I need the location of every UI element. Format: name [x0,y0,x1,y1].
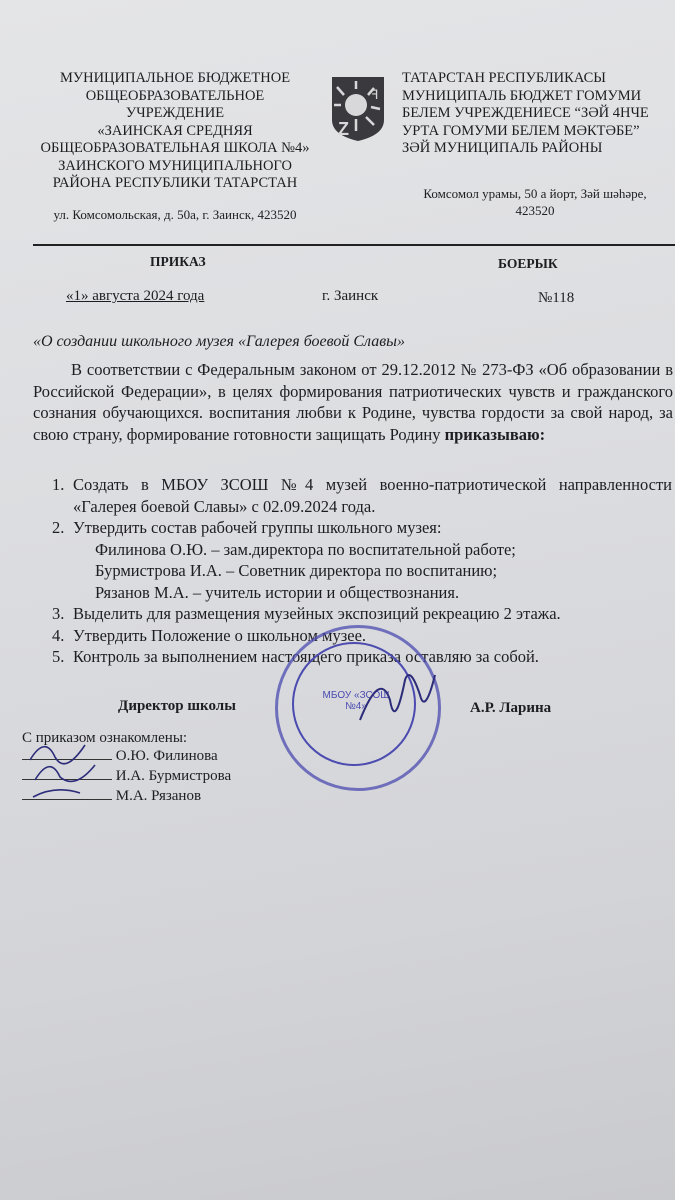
order-item: 2. Утвердить состав рабочей группы школьного музея: Филинова О.Ю. – зам.директора по воспитательной работе; Бурмистрова И.А. – Советник директора по воспитанию; Рязанов М.А. – учитель истории и обществознания. [52,517,672,603]
header-right [402,70,672,158]
header-left [40,70,310,223]
stamp-text: МБОУ «ЗСОШ №4» [322,690,390,712]
org-line-tt: БЕЛЕМ УЧРЕЖДЕНИЕСЕ “ЗӘЙ 4НЧЕ [402,105,649,121]
group-member: Рязанов М.А. – учитель истории и обществознания. [95,582,460,602]
org-line-tt: ТАТАРСТАН РЕСПУБЛИКАСЫ [402,70,606,86]
svg-text:Z: Z [338,119,349,139]
group-member: Филинова О.Ю. – зам.директора по воспитательной работе; [95,539,516,559]
preamble: В соответствии с Федеральным законом от 29.12.2012 № 273-ФЗ «Об образовании в Российской Федерации», в целях формирования патриотических чувств и гражданского сознания обучающихся. воспитания любви к Родине, чувства гордости за свой народ, за свою страну, формирование готовности защищать Родину приказываю: [33,360,673,444]
order-verb: приказываю: [444,424,546,444]
order-item: 4. Утвердить Положение о школьном музее. [52,625,367,645]
org-line: РАЙОНА РЕСПУБЛИКИ ТАТАРСТАН [52,175,298,191]
org-address: ул. Комсомольская, д. 50а, г. Заинск, 423520 [53,206,297,222]
org-address-tt: Комсомол урамы, 50 а йорт, Зәй шәһәре, 423520 [423,186,647,218]
order-subject: «О создании школьного музея «Галерея боевой Славы» [33,333,405,350]
order-item: 3. Выделить для размещения музейных экспозиций рекреацию 2 этажа. [52,604,561,623]
handwritten-signatures [25,735,115,810]
signatory-name: А.Р. Ларина [470,700,552,716]
director-signature [350,660,440,745]
order-number: №118 [538,290,575,306]
org-line: «ЗАИНСКАЯ СРЕДНЯЯ [97,122,253,139]
signatory-position: Директор школы [118,698,236,714]
coat-of-arms-icon [330,75,386,143]
order-title-ru: ПРИКАЗ [150,254,206,269]
org-line: ОБЩЕОБРАЗОВАТЕЛЬНАЯ ШКОЛА №4» [40,140,310,156]
svg-text:ꟻ: ꟻ [371,87,379,102]
header-divider [33,244,675,246]
acknowledged-label: С приказом ознакомлены: [22,730,188,746]
order-date: «1» августа 2024 года [66,288,205,304]
org-line: ЗАИНСКОГО МУНИЦИПАЛЬНОГО [58,157,292,174]
org-line: ОБЩЕОБРАЗОВАТЕЛЬНОЕ УЧРЕЖДЕНИЕ [85,87,265,121]
acknowledged-row: М.А. Рязанов [22,786,231,806]
org-line-tt: ЗӘЙ МУНИЦИПАЛЬ РАЙОНЫ [402,140,603,156]
order-city: г. Заинск [322,288,379,304]
org-line-tt: УРТА ГОМУМИ БЕЛЕМ МӘКТӘБЕ” [402,122,640,139]
org-line: МУНИЦИПАЛЬНОЕ БЮДЖЕТНОЕ [59,70,291,86]
acknowledged-row: О.Ю. Филинова [22,746,231,766]
order-item: 5. Контроль за выполнением настоящего приказа оставляю за собой. [52,647,539,666]
org-line-tt: МУНИЦИПАЛЬ БЮДЖЕТ ГОМУМИ [402,87,642,104]
order-title-tt: БОЕРЫК [498,256,558,271]
acknowledged-row: И.А. Бурмистрова [22,766,231,786]
order-item: 1. Создать в МБОУ ЗСОШ №4 музей военно-патриотической направленности «Галерея боевой Славы» с 02.09.2024 года. [52,475,672,516]
group-member: Бурмистрова И.А. – Советник директора по воспитанию; [95,561,498,580]
